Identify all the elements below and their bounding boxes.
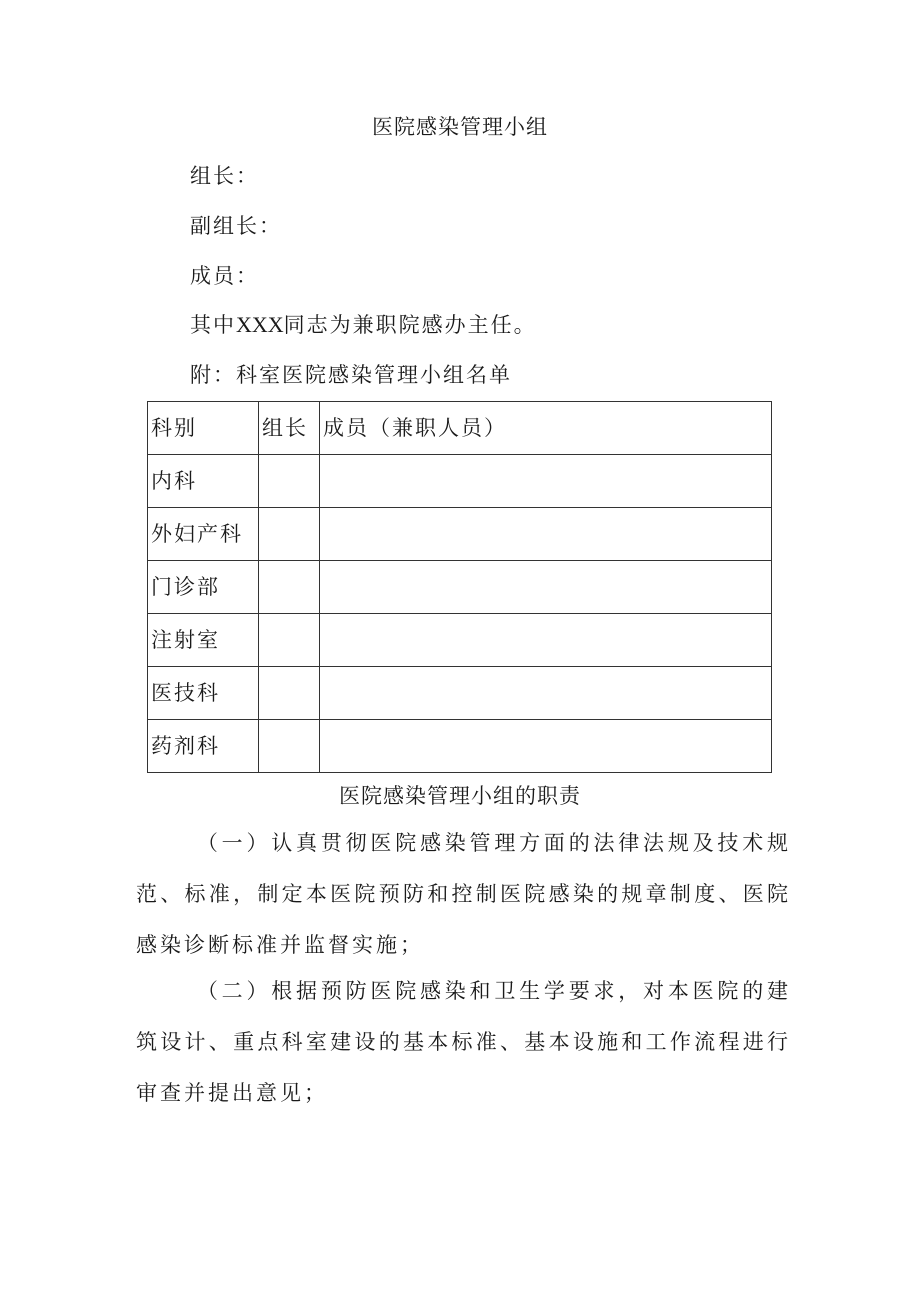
document-title: 医院感染管理小组 bbox=[372, 115, 548, 139]
deputy-leader-line: 副组长： bbox=[190, 214, 282, 238]
table-row bbox=[148, 720, 772, 773]
leader-cell bbox=[259, 614, 320, 667]
annex-heading: 附：科室医院感染管理小组名单 bbox=[190, 363, 512, 387]
department-cell: 外妇产科 bbox=[148, 508, 259, 561]
leader-cell bbox=[259, 720, 320, 773]
duties-title: 医院感染管理小组的职责 bbox=[339, 784, 581, 808]
department-cell: 内科 bbox=[148, 455, 259, 508]
leader-cell bbox=[259, 561, 320, 614]
leader-cell bbox=[259, 508, 320, 561]
table-row bbox=[148, 614, 772, 667]
leader-cell bbox=[259, 455, 320, 508]
members-cell bbox=[320, 561, 772, 614]
leader-cell bbox=[259, 667, 320, 720]
note-suffix: 同志为兼职院感办主任。 bbox=[283, 313, 537, 337]
table-row bbox=[148, 561, 772, 614]
members-cell bbox=[320, 720, 772, 773]
director-note bbox=[190, 310, 537, 340]
members-cell bbox=[320, 508, 772, 561]
leader-line: 组长： bbox=[190, 164, 259, 188]
department-cell: 注射室 bbox=[148, 614, 259, 667]
header-members: 成员（兼职人员） bbox=[320, 402, 772, 455]
members-cell bbox=[320, 614, 772, 667]
roster-table bbox=[147, 401, 772, 773]
duty-item-1: （一）认真贯彻医院感染管理方面的法律法规及技术规范、标准，制定本医院预防和控制医院感染的规章制度、医院感染诊断标准并监督实施； bbox=[136, 831, 791, 957]
header-leader: 组长 bbox=[259, 402, 320, 455]
table-row bbox=[148, 508, 772, 561]
duty-item-2: （二）根据预防医院感染和卫生学要求，对本医院的建筑设计、重点科室建设的基本标准、基本设施和工作流程进行审查并提出意见； bbox=[136, 979, 791, 1105]
note-name: XXX bbox=[236, 312, 284, 337]
table-header-row bbox=[148, 402, 772, 455]
table-row bbox=[148, 667, 772, 720]
table-row bbox=[148, 455, 772, 508]
department-cell: 门诊部 bbox=[148, 561, 259, 614]
members-cell bbox=[320, 455, 772, 508]
note-prefix: 其中 bbox=[190, 313, 236, 337]
header-department: 科别 bbox=[148, 402, 259, 455]
department-cell: 药剂科 bbox=[148, 720, 259, 773]
members-cell bbox=[320, 667, 772, 720]
department-cell: 医技科 bbox=[148, 667, 259, 720]
members-line: 成员： bbox=[190, 264, 259, 288]
